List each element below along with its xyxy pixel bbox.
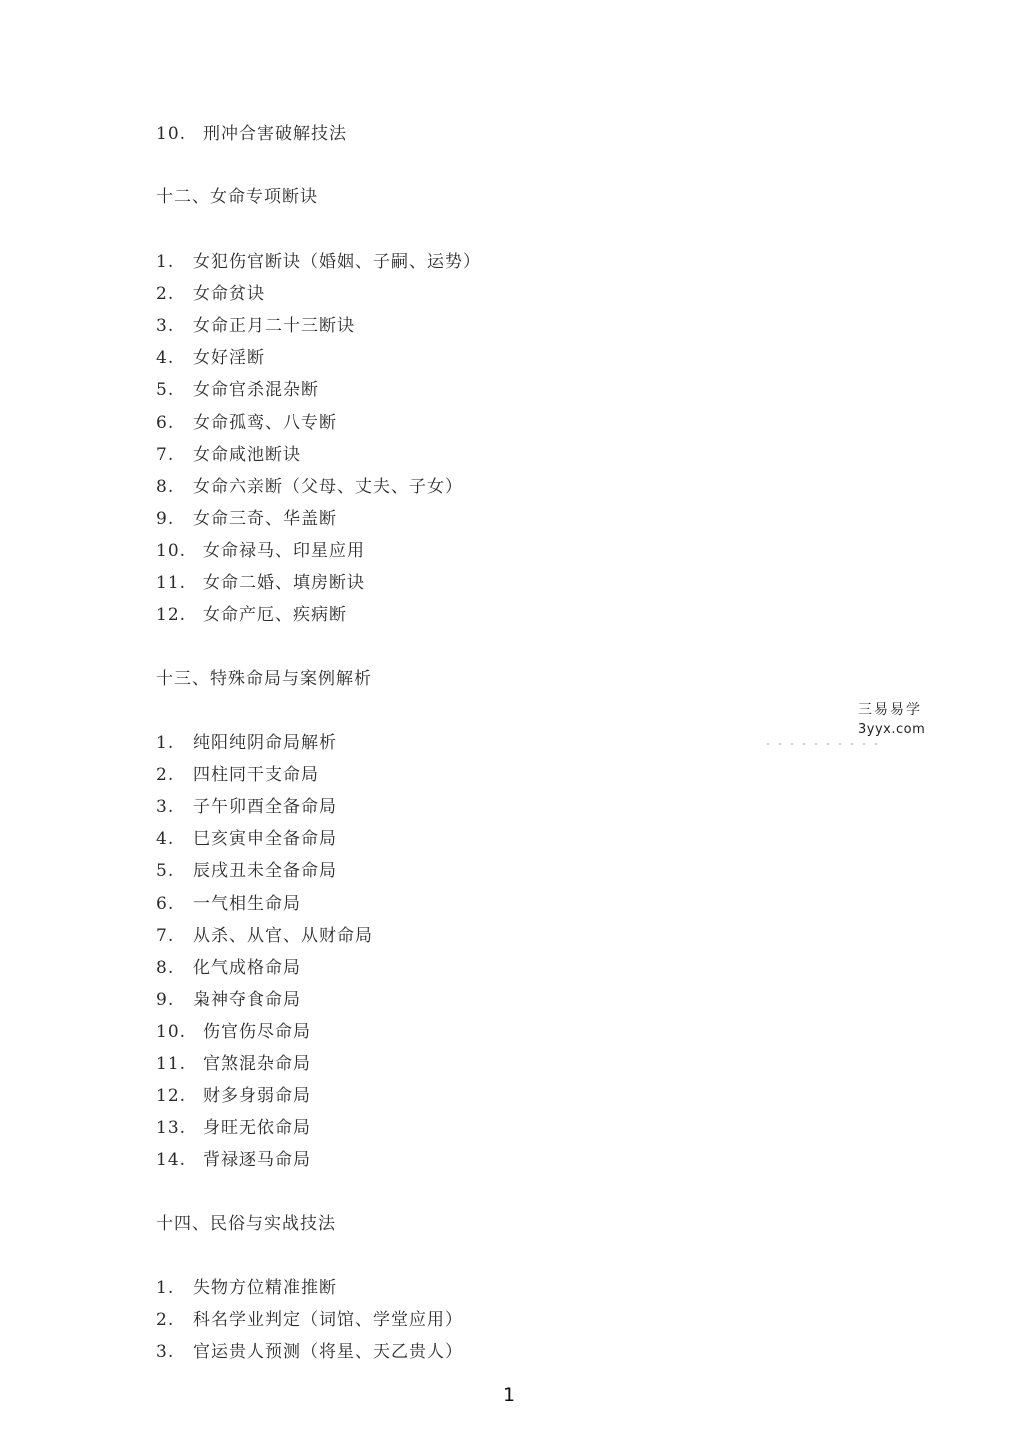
list-item-text: 女命禄马、印星应用 [203, 540, 365, 561]
list-item-text: 枭神夺食命局 [193, 989, 301, 1010]
list-item-text: 女命咸池断诀 [193, 444, 301, 465]
watermark-url: 3yyx.com [858, 722, 926, 737]
section-heading: 十四、民俗与实战技法 [156, 1214, 336, 1234]
list-item-number: 2. [156, 284, 175, 305]
list-item-number: 9. [156, 508, 175, 529]
list-item-number: 10. [156, 124, 187, 144]
list-item [156, 379, 319, 401]
list-item [156, 412, 337, 434]
list-item-text: 失物方位精准推断 [193, 1278, 337, 1298]
list-item [156, 1341, 463, 1363]
list-item-text: 女命贫诀 [193, 284, 265, 305]
list-item [156, 251, 481, 273]
list-item-text: 女命六亲断（父母、丈夫、子女） [193, 476, 463, 497]
list-item-text: 化气成格命局 [193, 957, 301, 978]
list-item [156, 315, 355, 337]
list-item-number: 11. [156, 1054, 187, 1074]
list-item-text: 女命孤鸾、八专断 [193, 412, 337, 433]
list-item-text: 纯阳纯阴命局解析 [193, 733, 337, 753]
list-item-text: 从杀、从官、从财命局 [193, 925, 373, 946]
list-item [156, 1309, 463, 1331]
list-item-number: 5. [156, 380, 175, 401]
list-item-text: 刑冲合害破解技法 [203, 124, 347, 144]
list-item [156, 572, 365, 594]
section-heading: 十三、特殊命局与案例解析 [156, 669, 372, 689]
list-item [156, 828, 337, 850]
list-item-number: 3. [156, 316, 175, 337]
list-item [156, 1053, 311, 1075]
list-item [156, 893, 301, 915]
list-item [156, 476, 463, 498]
list-item [156, 508, 337, 530]
list-item [156, 957, 301, 979]
list-item [156, 732, 337, 754]
list-item-number: 9. [156, 989, 175, 1010]
list-item-number: 14. [156, 1150, 187, 1171]
list-item-text: 女命产厄、疾病断 [203, 605, 347, 626]
list-item [156, 604, 347, 626]
list-item-text: 财多身弱命局 [203, 1086, 311, 1107]
list-item-number: 2. [156, 765, 175, 786]
list-item [156, 925, 373, 947]
list-item-number: 3. [156, 797, 175, 818]
list-item-number: 4. [156, 348, 175, 369]
list-item-text: 官运贵人预测（将星、天乙贵人） [193, 1342, 463, 1363]
list-item-text: 四柱同干支命局 [193, 765, 319, 786]
list-item [156, 347, 265, 369]
list-item-number: 4. [156, 829, 175, 850]
list-item-text: 巳亥寅申全备命局 [193, 829, 337, 850]
list-item [156, 283, 265, 305]
list-item-number: 1. [156, 252, 175, 272]
list-item-number: 7. [156, 925, 175, 946]
list-item [156, 1021, 311, 1043]
list-item-text: 女好淫断 [193, 348, 265, 369]
list-item [156, 1277, 337, 1299]
list-item [156, 1117, 311, 1139]
watermark-title: 三易易学 [858, 702, 922, 718]
page-number: 1 [502, 1384, 516, 1406]
list-item-text: 子午卯酉全备命局 [193, 797, 337, 818]
list-item-number: 6. [156, 412, 175, 433]
list-item-number: 1. [156, 733, 175, 753]
list-item-number: 8. [156, 476, 175, 497]
list-item-text: 女命三奇、华盖断 [193, 508, 337, 529]
watermark [858, 700, 938, 740]
list-item-number: 5. [156, 861, 175, 882]
list-item-text: 辰戌丑未全备命局 [193, 861, 337, 882]
list-item-text: 女命官杀混杂断 [193, 380, 319, 401]
list-item [156, 796, 337, 818]
list-item-number: 11. [156, 573, 187, 593]
list-item [156, 989, 301, 1011]
list-item-number: 1. [156, 1278, 175, 1298]
list-item-text: 背禄逐马命局 [203, 1150, 311, 1171]
list-item [156, 540, 365, 562]
list-item [156, 764, 319, 786]
list-item-number: 12. [156, 1086, 187, 1107]
list-item-text: 身旺无依命局 [203, 1118, 311, 1139]
list-item [156, 444, 301, 466]
list-item-number: 10. [156, 540, 187, 561]
list-item-number: 13. [156, 1118, 187, 1139]
list-item [156, 860, 337, 882]
watermark-dots [762, 742, 882, 746]
list-item-number: 3. [156, 1342, 175, 1363]
list-item-text: 女命正月二十三断诀 [193, 316, 355, 337]
list-item [156, 123, 347, 145]
list-item-text: 科名学业判定（词馆、学堂应用） [193, 1310, 463, 1331]
list-item-text: 伤官伤尽命局 [203, 1021, 311, 1042]
list-item-number: 6. [156, 893, 175, 914]
section-heading: 十二、女命专项断诀 [156, 187, 318, 207]
list-item [156, 1149, 311, 1171]
list-item-number: 10. [156, 1021, 187, 1042]
list-item-number: 7. [156, 444, 175, 465]
list-item-text: 一气相生命局 [193, 893, 301, 914]
list-item-number: 12. [156, 605, 187, 626]
list-item-number: 2. [156, 1310, 175, 1331]
list-item-text: 女命二婚、填房断诀 [203, 573, 365, 593]
list-item-number: 8. [156, 957, 175, 978]
list-item-text: 女犯伤官断诀（婚姻、子嗣、运势） [193, 252, 481, 272]
list-item [156, 1085, 311, 1107]
list-item-text: 官煞混杂命局 [203, 1054, 311, 1074]
